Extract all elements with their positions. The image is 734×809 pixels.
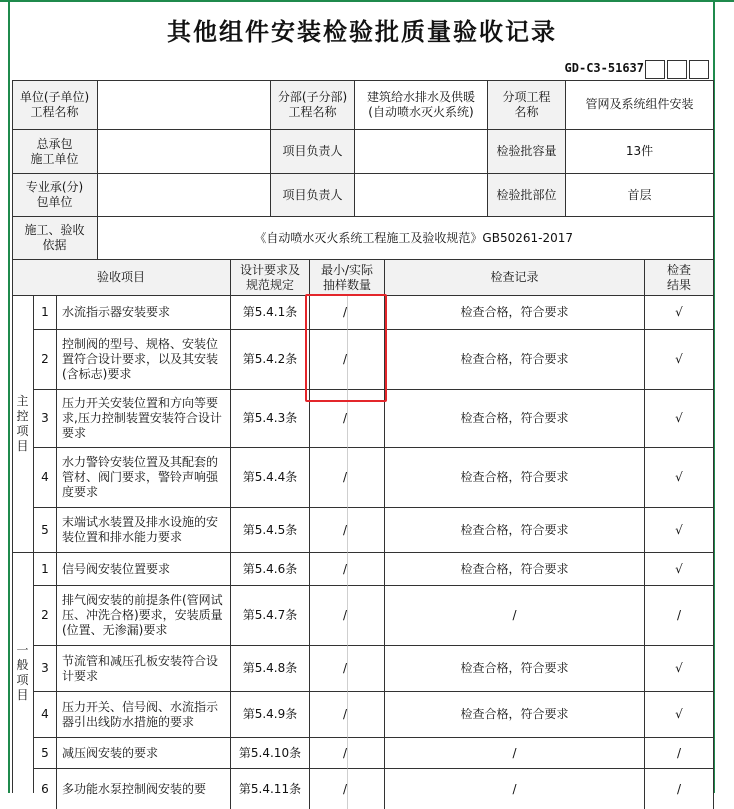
general-item-record[interactable]: / [385,769,645,809]
main-item-no: 2 [34,330,57,390]
general-item-spec: 第5.4.11条 [231,769,310,809]
general-item-text: 减压阀安装的要求 [57,738,231,769]
general-item-record[interactable]: / [385,738,645,769]
form-title: 其他组件安装检验批质量验收记录 [167,17,557,46]
col-header-spec: 设计要求及 规范规定 [231,260,310,296]
general-item-result[interactable]: / [645,738,714,769]
sheet-left-border [8,0,10,793]
col-header-result: 检查 结果 [645,260,714,296]
general-item-text: 压力开关、信号阀、水流指示器引出线防水措施的要求 [57,692,231,738]
form-code: GD-C3-51637 [564,61,644,75]
general-item-text: 信号阀安装位置要求 [57,553,231,586]
general-item-no: 1 [34,553,57,586]
main-item-record[interactable]: 检查合格，符合要求 [385,390,645,448]
main-item-record[interactable]: 检查合格，符合要求 [385,296,645,330]
main-item-result[interactable]: √ [645,296,714,330]
general-item-text: 节流管和减压孔板安装符合设计要求 [57,646,231,692]
main-item-result[interactable]: √ [645,448,714,508]
main-item-spec: 第5.4.2条 [231,330,310,390]
main-item-actual-sample[interactable] [348,296,385,330]
col-header-record: 检查记录 [385,260,645,296]
main-item-result[interactable]: √ [645,330,714,390]
main-item-no: 3 [34,390,57,448]
main-item-no: 1 [34,296,57,330]
main-item-record[interactable]: 检查合格，符合要求 [385,508,645,553]
general-item-result[interactable]: √ [645,553,714,586]
main-item-result[interactable]: √ [645,508,714,553]
unit-label: 单位(子单位) 工程名称 [12,80,98,130]
code-checkbox-1[interactable] [645,60,665,79]
general-item-no: 5 [34,738,57,769]
contractor-label: 总承包 施工单位 [12,130,98,174]
specialty-value[interactable] [98,174,271,217]
general-item-actual-sample[interactable] [348,646,385,692]
main-item-record[interactable]: 检查合格，符合要求 [385,330,645,390]
general-item-actual-sample[interactable] [348,738,385,769]
basis-value[interactable]: 《自动喷水灭火系统工程施工及验收规范》GB50261-2017 [98,217,714,260]
general-item-text: 多功能水泵控制阀安装的要 [57,769,231,809]
general-item-no: 3 [34,646,57,692]
location-label: 检验批部位 [488,174,566,217]
general-item-result[interactable]: / [645,769,714,809]
general-item-spec: 第5.4.6条 [231,553,310,586]
main-item-actual-sample[interactable] [348,330,385,390]
general-group-label: 一 般 项 目 [12,553,34,793]
main-item-spec: 第5.4.4条 [231,448,310,508]
general-item-min-sample[interactable]: / [310,769,348,809]
division-value[interactable]: 建筑给水排水及供暖 (自动喷水灭火系统) [355,80,488,130]
subitem-label: 分项工程 名称 [488,80,566,130]
specialty-label: 专业承(分) 包单位 [12,174,98,217]
general-item-spec: 第5.4.9条 [231,692,310,738]
contractor-value[interactable] [98,130,271,174]
general-item-spec: 第5.4.10条 [231,738,310,769]
main-item-min-sample[interactable]: / [310,330,348,390]
code-checkbox-3[interactable] [689,60,709,79]
main-item-spec: 第5.4.5条 [231,508,310,553]
general-item-actual-sample[interactable] [348,769,385,809]
general-item-result[interactable]: √ [645,692,714,738]
main-item-result[interactable]: √ [645,390,714,448]
division-label: 分部(子分部) 工程名称 [271,80,355,130]
main-item-spec: 第5.4.3条 [231,390,310,448]
main-item-text: 水力警铃安装位置及其配套的管材、阀门要求，警铃声响强度要求 [57,448,231,508]
pm-value[interactable] [355,130,488,174]
form-code-row [12,58,712,80]
main-item-text: 压力开关安装位置和方向等要求,压力控制装置安装符合设计要求 [57,390,231,448]
main-item-text: 水流指示器安装要求 [57,296,231,330]
main-item-actual-sample[interactable] [348,448,385,508]
main-item-min-sample[interactable]: / [310,390,348,448]
unit-value[interactable] [98,80,271,130]
basis-label: 施工、验收 依据 [12,217,98,260]
general-item-no: 2 [34,586,57,646]
capacity-label: 检验批容量 [488,130,566,174]
general-item-min-sample[interactable]: / [310,553,348,586]
col-header-item: 验收项目 [12,260,231,296]
code-checkbox-2[interactable] [667,60,687,79]
main-item-text: 末端试水装置及排水设施的安装位置和排水能力要求 [57,508,231,553]
general-item-min-sample[interactable]: / [310,586,348,646]
general-item-min-sample[interactable]: / [310,646,348,692]
general-item-result[interactable]: √ [645,646,714,692]
general-item-record[interactable]: 检查合格，符合要求 [385,692,645,738]
main-item-no: 4 [34,448,57,508]
general-item-result[interactable]: / [645,586,714,646]
general-item-spec: 第5.4.7条 [231,586,310,646]
main-item-min-sample[interactable]: / [310,508,348,553]
general-item-no: 6 [34,769,57,809]
general-item-text: 排气阀安装的前提条件(管网试压、冲洗合格)要求，安装质量(位置、无渗漏)要求 [57,586,231,646]
subitem-value[interactable]: 管网及系统组件安装 [566,80,714,130]
pm2-label: 项目负责人 [271,174,355,217]
general-item-record[interactable]: 检查合格，符合要求 [385,553,645,586]
general-item-actual-sample[interactable] [348,692,385,738]
general-item-actual-sample[interactable] [348,586,385,646]
general-item-spec: 第5.4.8条 [231,646,310,692]
general-item-record[interactable]: 检查合格，符合要求 [385,646,645,692]
main-item-actual-sample[interactable] [348,390,385,448]
general-item-min-sample[interactable]: / [310,738,348,769]
general-item-actual-sample[interactable] [348,553,385,586]
pm2-value[interactable] [355,174,488,217]
main-item-spec: 第5.4.1条 [231,296,310,330]
main-control-group-label: 主 控 项 目 [12,296,34,553]
general-item-min-sample[interactable]: / [310,692,348,738]
main-item-text: 控制阀的型号、规格、安装位置符合设计要求，以及其安装(含标志)要求 [57,330,231,390]
sheet-top-border [0,0,734,2]
pm-label: 项目负责人 [271,130,355,174]
location-value[interactable]: 首层 [566,174,714,217]
main-item-min-sample[interactable]: / [310,296,348,330]
main-item-actual-sample[interactable] [348,508,385,553]
general-item-record[interactable]: / [385,586,645,646]
main-item-record[interactable]: 检查合格，符合要求 [385,448,645,508]
main-item-min-sample[interactable]: / [310,448,348,508]
capacity-value[interactable]: 13件 [566,130,714,174]
general-item-no: 4 [34,692,57,738]
col-header-sample: 最小/实际 抽样数量 [310,260,385,296]
main-item-no: 5 [34,508,57,553]
